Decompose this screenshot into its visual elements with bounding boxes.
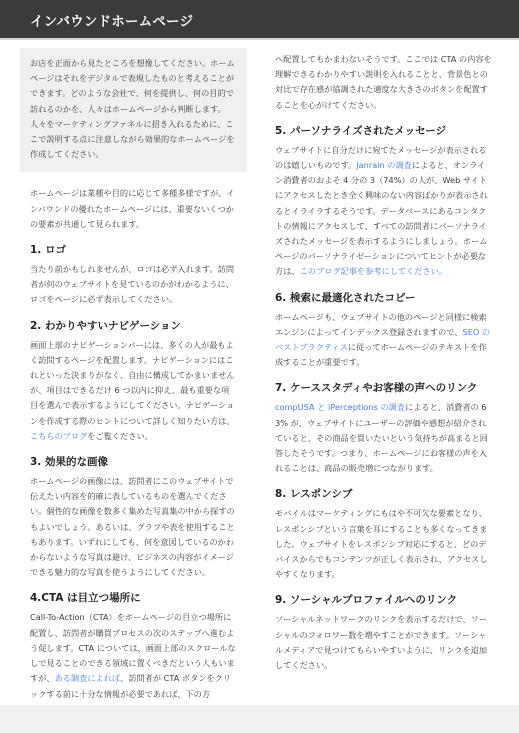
section-body-navigation xyxy=(20,338,247,444)
personalize-blog-link[interactable]: このブログ記事を参考にしてください。 xyxy=(299,266,447,277)
section-heading-images: 3. 効果的な画像 xyxy=(30,456,108,469)
cases-text: によると、消費者の 63% が、ウェブサイトにユーザーの評価や感想が紹介されていると、その商品を買いたいという気持ちが高まると回答したそうです。つまり、ホームページにお客様の声を入れることは、商品の販売増につながります。 xyxy=(275,402,488,474)
page-title: インバウンドホームページ xyxy=(30,14,194,30)
page-header xyxy=(0,0,519,38)
cta-continued-text: へ配置してもかまわないそうです。ここでは CTA の内容を理解できるわかりやすい説明を入れることと、背景色との対比で存在感が協調された適度な大きさのボタンを配置することを心がけてください。 xyxy=(275,54,492,110)
section-heading-cta: 4.CTA は目立つ場所に xyxy=(30,592,141,605)
cta-research-link[interactable]: ある調査によれば xyxy=(54,673,121,684)
intro-box xyxy=(20,48,247,172)
section-heading-social: 9. ソーシャルプロファイルへのリンク xyxy=(275,594,458,607)
personalize-text-2: によると、オンライン消費者のおよそ 4 分の 3（74%）の人が、Web サイトにアクセスしたとき全く興味のない内容ばかりが表示されるとイライラするそうです。データベースにあるコンタクトの情報にアクセスして、すべての訪問者にパーソナライズされたメッセージを表示するようにしましょう。ホームページのパーソナライゼーションについてヒントが必要な方は、 xyxy=(275,160,488,277)
section-body-responsive: モバイルはマーケティングにもはや不可欠な要素となり、レスポンシブという言葉を耳にすることも多くなってきました。ウェブサイトをレスポンシブ対応にすると、どのデバイスからでもコンテンツが正しく表示され、アクセスしやすくなります。 xyxy=(275,508,488,580)
section-heading-seo: 6. 検索に最適化されたコピー xyxy=(275,291,416,304)
navigation-blog-link[interactable]: こちらのブログ xyxy=(30,430,88,441)
section-body-social: ソーシャルネットワークのリンクを表示するだけで、ソーシャルのフォロワー数を増やすことができます。ソーシャルメディアで見つけてもらいやすいように、リンクを追加してください。 xyxy=(275,614,488,671)
compusa-research-link[interactable]: compUSA と iPerceptions の調査 xyxy=(275,402,406,413)
seo-text-1: ホームページも、ウェブサイトの他のページと同様に検索エンジンによってインデックス登録されますので、 xyxy=(275,311,487,337)
header-divider xyxy=(0,38,519,40)
cta-text-1: Call-To-Action（CTA）をホームページの目立つ場所に配置し、訪問者が購買プロセスの次のステップへ進むよう促します。CTA については、画面上部のスクロールなしで見ることのできる領域に置くべきだという人もいますが、 xyxy=(30,612,236,684)
cta-text-2: 、訪問者が CTA ボタンをクリックする前に十分な情報が必要であれば、下の方 xyxy=(30,673,232,699)
page-footer-band xyxy=(0,705,519,733)
section-heading-logo: 1. ロゴ xyxy=(30,244,66,257)
lead-text: ホームページは業種や目的に応じて多種多様ですが、インバウンドの優れたホームページには、重要ないくつかの要素が共通して見られます。 xyxy=(30,188,235,229)
section-body-logo: 当たり前かもしれませんが、ロゴは必ず入れます。訪問者が何のウェブサイトを見ているのかがわかるように、ロゴをページに必ず表示してください。 xyxy=(30,264,235,305)
section-heading-cases: 7. ケーススタディやお客様の声へのリンク xyxy=(275,382,478,395)
section-body-images: ホームページの画像には、訪問者にこのウェブサイトで伝えたい内容を的確に表しているものを選んでください。個性的な画像を数多く集めた写真集の中から探すのもよいでしょう。あるいは、グラフや表を使用することもあります。いずれにしても、何を意図しているのかわからないような写真は避け、ビジネスの内容がイメージできる魅力的な写真を使うようにしてください。 xyxy=(30,476,235,578)
section-body-cases xyxy=(270,400,497,476)
section-body-cta xyxy=(20,610,247,701)
left-column xyxy=(20,48,247,713)
section-heading-responsive: 8. レスポンシブ xyxy=(275,488,353,501)
navigation-text-1: 画面上部のナビゲーションバーには、多くの人が最もよく訪問するページを配置します。ナビゲーションにはこれといった決まりがなく、自由に構成してかまいませんが、項目はできるだけ 6 つ以内に抑え、最も重要な項目を選んで表示するようにしてください。ナビゲーションを作成する際のヒントについて詳しく知りたい方は、 xyxy=(30,339,235,426)
right-column xyxy=(270,52,497,684)
section-heading-navigation: 2. わかりやすいナビゲーション xyxy=(30,319,182,332)
personalize-text-1: ウェブサイトに自分だけに宛てたメッセージが表示されるのは嬉しいものです。 xyxy=(275,144,487,171)
seo-text-2: に従ってホームページのテキストを作成することが重要です。 xyxy=(275,342,487,368)
navigation-text-2: をご覧ください。 xyxy=(87,430,153,441)
intro-text: お店を正面から見たところを想像してください。ホームページはそれをデジタルで表現したものと考えることができます。どのような会社で、何を提供し、何の目的で訪れるのかを、人々はホームページから判断します。人々をマーケティングファネルに招き入れるために、ここで説明する点に注意しながら効果的なホームページを作成してください。 xyxy=(30,58,235,160)
section-body-personalize xyxy=(270,143,497,280)
janrain-research-link[interactable]: Janrain の調査 xyxy=(356,160,412,171)
section-body-seo xyxy=(270,310,497,371)
seo-best-practices-link[interactable]: SEO のベストプラクティス xyxy=(275,326,491,353)
section-heading-personalize: 5. パーソナライズされたメッセージ xyxy=(275,124,446,137)
